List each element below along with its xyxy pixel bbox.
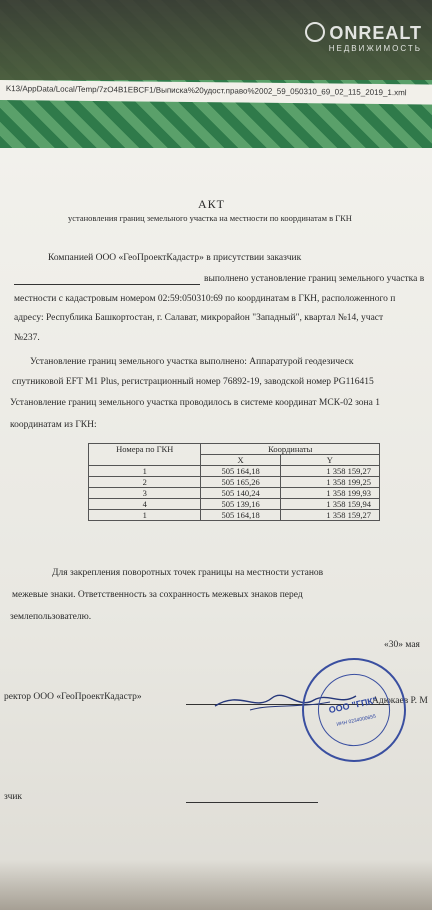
doc-subtitle: установления границ земельного участка на местности по координатам в ГКН <box>68 213 352 223</box>
watermark <box>305 22 422 53</box>
table-header-x: X <box>201 455 280 466</box>
doc-title: АКТ <box>198 197 225 211</box>
customer-label: зчик <box>4 792 23 802</box>
row-number: 4 <box>89 499 201 510</box>
row-x: 505 140,24 <box>201 488 280 499</box>
row-number: 1 <box>89 466 201 477</box>
p1-line-2: выполнено установление границ земельного участка в <box>204 274 425 284</box>
coordinates-table <box>88 443 380 521</box>
row-x: 505 139,16 <box>201 499 280 510</box>
p2-line-4: координатам из ГКН: <box>10 420 97 430</box>
stamp-company-name: ООО "ГПК" <box>327 695 379 716</box>
row-number: 3 <box>89 488 201 499</box>
date-label: «30» мая <box>384 640 420 650</box>
file-path-bar: K13/AppData/Local/Temp/7zO4B1EBCF1/Выписка%20удост.право%2002_59_050310_69_02_115_2019_1.xml <box>0 80 432 105</box>
table-row <box>89 488 380 499</box>
customer-signature-line <box>186 802 318 803</box>
row-number: 1 <box>89 510 201 521</box>
row-x: 505 165,26 <box>201 477 280 488</box>
row-y: 1 358 199,25 <box>280 477 379 488</box>
row-number: 2 <box>89 477 201 488</box>
table-header-y: Y <box>280 455 379 466</box>
table-row <box>89 477 380 488</box>
p1-line-1: Компанией ООО «ГеоПроектКадастр» в присутствии заказчик <box>48 253 302 263</box>
row-x: 505 164,18 <box>201 510 280 521</box>
p3-line-3: землепользователю. <box>10 612 92 622</box>
director-name: Адюкаев Р. М <box>372 696 428 706</box>
p2-line-2: спутниковой EFT M1 Plus, регистрационный номер 76892-19, заводской номер PG116415 <box>12 377 374 387</box>
p1-line-3: местности с кадастровым номером 02:59:050310:69 по координатам в ГКН, расположенного п <box>14 294 396 304</box>
row-y: 1 358 159,94 <box>280 499 379 510</box>
p2-line-3: Установление границ земельного участка проводилось в системе координат МСК-02 зона 1 <box>10 398 380 408</box>
stamp-inn: ИНН 0234000655 <box>336 713 377 728</box>
row-y: 1 358 199,93 <box>280 488 379 499</box>
customer-blank-line <box>14 284 200 285</box>
table-row <box>89 510 380 521</box>
photo-shadow <box>0 860 432 910</box>
watermark-logo-icon <box>305 22 325 42</box>
row-y: 1 358 159,27 <box>280 510 379 521</box>
p1-line-5: №237. <box>14 333 40 343</box>
p3-line-2: межевые знаки. Ответственность за сохранность межевых знаков перед <box>12 590 303 600</box>
row-y: 1 358 159,27 <box>280 466 379 477</box>
director-label: ректор ООО «ГеоПроектКадастр» <box>4 692 142 702</box>
row-x: 505 164,18 <box>201 466 280 477</box>
p3-line-1: Для закрепления поворотных точек границы на местности установ <box>52 568 324 578</box>
watermark-sub: НЕДВИЖИМОСТЬ <box>328 44 422 53</box>
table-row <box>89 499 380 510</box>
table-header-numbers: Номера по ГКН <box>89 444 201 466</box>
table-header-coordinates: Координаты <box>201 444 380 455</box>
p2-line-1: Установление границ земельного участка выполнено: Аппаратурой геодезическ <box>30 357 354 367</box>
p1-line-4: адресу: Республика Башкортостан, г. Салават, микрорайон "Западный", квартал №14, участ <box>14 313 384 323</box>
watermark-main: ONREALT <box>329 23 422 43</box>
table-row <box>89 466 380 477</box>
